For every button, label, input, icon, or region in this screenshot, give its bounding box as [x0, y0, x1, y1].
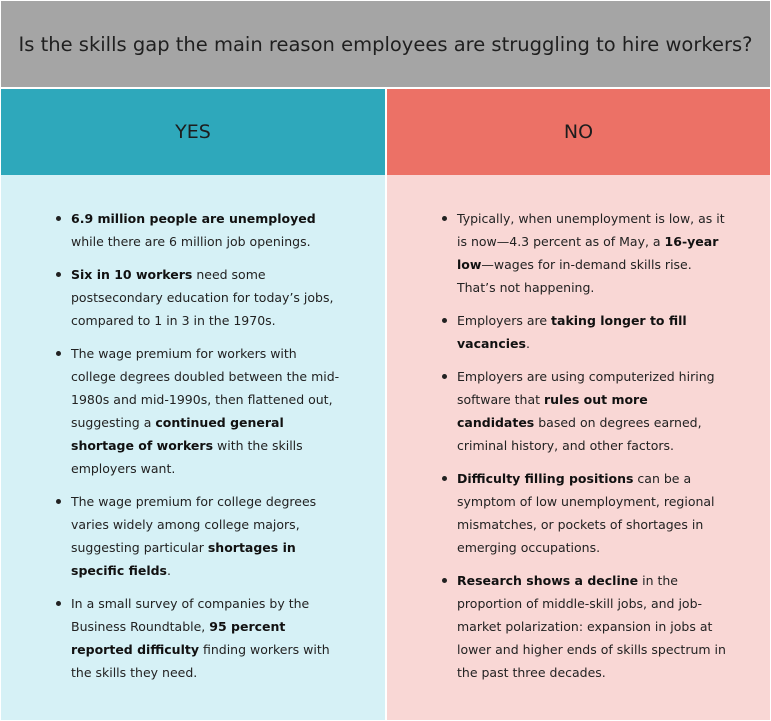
no-item-2 [387, 309, 770, 355]
title: Is the skills gap the main reason employees are struggling to hire workers? [1, 1, 770, 87]
item-text: The wage premium for college degrees varies widely among college majors, suggesting particular [71, 494, 317, 555]
no-item-4 [387, 467, 770, 559]
item-bold: shortages in specific fields [71, 540, 296, 578]
item-text: The wage premium for workers with college degrees doubled between the mid-1980s and mid-1990s, then flattened out, suggesting a [71, 346, 340, 430]
item-text: Typically, when unemployment is low, as it is now—4.3 percent as of May, a [457, 211, 725, 249]
item-bold: Difficulty filling positions [457, 471, 634, 486]
no-item-1 [387, 207, 770, 299]
no-item-3 [387, 365, 770, 457]
bullet-icon [442, 374, 447, 379]
item-text: can be a symptom of low unemployment, regional mismatches, or pockets of shortages in emerging occupations. [457, 471, 715, 555]
item-text: . [167, 563, 171, 578]
yes-header: YES [1, 89, 385, 175]
item-bold: continued general shortage of workers [71, 415, 284, 453]
bullet-icon [442, 578, 447, 583]
yes-column [1, 175, 385, 720]
item-text: need some postsecondary education for today’s jobs, compared to 1 in 3 in the 1970s. [71, 267, 334, 328]
no-item-5 [387, 569, 770, 684]
yes-item-5 [1, 592, 385, 684]
item-text: In a small survey of companies by the Business Roundtable, [71, 596, 310, 634]
item-text: —wages for in-demand skills rise. That’s not happening. [457, 257, 692, 295]
item-text: with the skills employers want. [71, 438, 303, 476]
yes-list [1, 175, 385, 684]
bullet-icon [56, 216, 61, 221]
item-bold: 6.9 million people are unemployed [71, 211, 316, 226]
item-text: while there are 6 million job openings. [71, 234, 311, 249]
yes-item-4 [1, 490, 385, 582]
item-text: Employers are [457, 313, 552, 328]
item-text: finding workers with the skills they need. [71, 642, 330, 680]
item-bold: 16-year low [457, 234, 719, 272]
bullet-icon [442, 216, 447, 221]
bullet-icon [56, 272, 61, 277]
item-text: in the proportion of middle-skill jobs, and job-market polarization: expansion in jobs at lower and higher ends of skills spectrum in the past three decades. [457, 573, 726, 680]
item-bold: Six in 10 workers [71, 267, 193, 282]
yes-item-1 [1, 207, 385, 253]
no-header: NO [387, 89, 770, 175]
bullet-icon [442, 476, 447, 481]
item-text: Employers are using computerized hiring software that [457, 369, 715, 407]
item-bold: Research shows a decline [457, 573, 639, 588]
bullet-icon [56, 601, 61, 606]
bullet-icon [442, 318, 447, 323]
yes-item-3 [1, 342, 385, 480]
bullet-icon [56, 351, 61, 356]
item-text: based on degrees earned, criminal history, and other factors. [457, 415, 702, 453]
item-text: . [525, 336, 530, 351]
item-bold: rules out more candidates [457, 392, 648, 430]
no-column [387, 175, 770, 720]
yes-item-2 [1, 263, 385, 332]
item-bold: taking longer to fill vacancies [457, 313, 687, 351]
bullet-icon [56, 499, 61, 504]
item-bold: 95 percent reported difficulty [71, 619, 286, 657]
comparison-infographic [1, 1, 770, 720]
no-list [387, 175, 770, 684]
